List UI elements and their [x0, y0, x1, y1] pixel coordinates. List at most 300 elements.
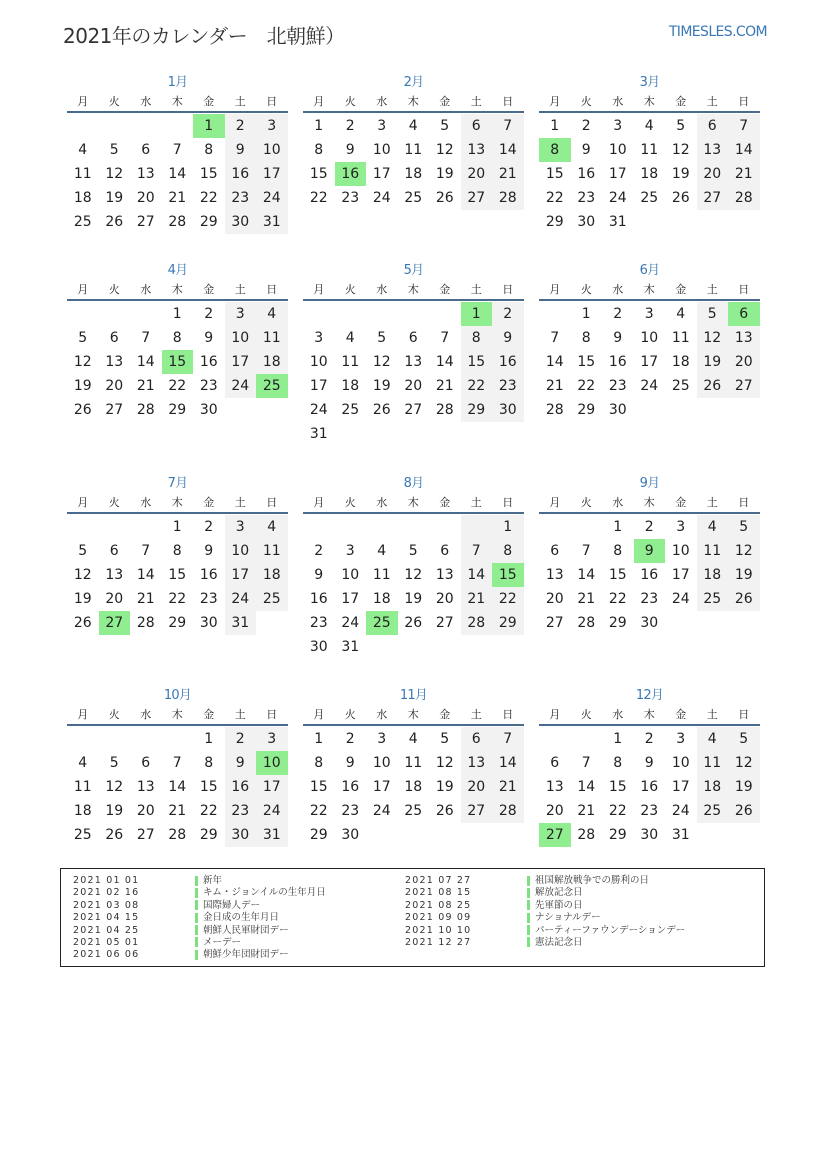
day-cell: 12 [73, 354, 92, 370]
holiday-entry [73, 949, 326, 961]
day-cell: 30 [341, 827, 360, 843]
day-cell: 9 [204, 330, 214, 346]
day-cell: 25 [697, 799, 729, 823]
day-cell: 19 [728, 775, 760, 799]
day-cell: 9 [613, 330, 623, 346]
day-cell: 11 [404, 142, 423, 158]
day-cell: 21 [577, 803, 596, 819]
day-cell: 26 [105, 214, 124, 230]
month-name: 4月 [167, 263, 188, 278]
day-cell: 17 [640, 354, 659, 370]
weekday-label: 水 [140, 708, 152, 721]
day-cell: 11 [256, 539, 288, 563]
day-cell: 21 [461, 587, 493, 611]
day-cell: 16 [608, 354, 627, 370]
month-block [539, 73, 760, 234]
day-grid [67, 301, 288, 422]
day-cell: 8 [314, 755, 324, 771]
day-cell: 21 [545, 378, 564, 394]
day-cell: 28 [168, 214, 187, 230]
day-grid [303, 301, 524, 446]
day-cell: 22 [608, 591, 627, 607]
holiday-date: 2021 07 27 [405, 875, 472, 886]
day-cell: 4 [676, 306, 686, 322]
day-cell: 1 [314, 731, 324, 747]
day-grid [539, 514, 760, 635]
weekday-label: 水 [376, 496, 388, 509]
day-cell: 4 [697, 515, 729, 539]
day-cell: 26 [105, 827, 124, 843]
day-cell: 4 [256, 302, 288, 326]
holiday-entry [405, 875, 685, 887]
day-cell: 7 [492, 114, 524, 138]
weekday-label: 木 [643, 95, 655, 108]
day-cell: 12 [728, 751, 760, 775]
day-cell: 5 [676, 118, 686, 134]
month-block [539, 261, 760, 422]
empty-day-cell [539, 515, 571, 539]
day-cell: 5 [440, 731, 450, 747]
day-cell: 14 [136, 354, 155, 370]
day-cell: 28 [577, 615, 596, 631]
month-name: 3月 [639, 75, 660, 90]
day-cell: 18 [640, 166, 659, 182]
weekday-header [539, 494, 760, 514]
holiday-day-cell: 27 [539, 823, 571, 847]
day-cell: 29 [461, 398, 493, 422]
holiday-entry [73, 937, 326, 949]
day-cell: 3 [613, 118, 623, 134]
day-cell: 28 [545, 402, 564, 418]
day-cell: 6 [550, 755, 560, 771]
day-grid [303, 726, 524, 847]
weekday-label: 木 [171, 283, 183, 296]
month-block [303, 474, 524, 659]
day-cell: 15 [545, 166, 564, 182]
weekday-header [67, 494, 288, 514]
holiday-name: ナショナルデー [535, 912, 601, 924]
empty-day-cell [99, 515, 131, 539]
day-cell: 5 [377, 330, 387, 346]
day-cell: 13 [435, 567, 454, 583]
holiday-marker-icon [527, 913, 530, 923]
day-cell: 1 [550, 118, 560, 134]
day-cell: 5 [697, 302, 729, 326]
day-cell: 27 [545, 615, 564, 631]
day-cell: 19 [671, 166, 690, 182]
holiday-list-right [405, 875, 685, 949]
day-cell: 26 [372, 402, 391, 418]
day-cell: 2 [225, 114, 257, 138]
day-cell: 25 [256, 587, 288, 611]
day-cell: 16 [199, 354, 218, 370]
day-cell: 13 [545, 779, 564, 795]
empty-day-cell [162, 114, 194, 138]
day-cell: 24 [309, 402, 328, 418]
day-cell: 9 [225, 138, 257, 162]
day-cell: 13 [105, 354, 124, 370]
holiday-marker-icon [195, 900, 198, 910]
day-cell: 22 [461, 374, 493, 398]
day-cell: 24 [256, 186, 288, 210]
holiday-marker-icon [527, 900, 530, 910]
weekday-label: 日 [738, 283, 750, 296]
day-cell: 22 [608, 803, 627, 819]
weekday-label: 日 [738, 496, 750, 509]
day-cell: 26 [435, 803, 454, 819]
holiday-day-cell: 27 [99, 611, 131, 635]
day-cell: 11 [341, 354, 360, 370]
day-cell: 31 [256, 823, 288, 847]
day-cell: 29 [492, 611, 524, 635]
weekday-label: 金 [203, 496, 215, 509]
holiday-date: 2021 01 01 [73, 875, 140, 886]
weekday-label: 月 [549, 95, 561, 108]
day-cell: 12 [728, 539, 760, 563]
day-cell: 26 [73, 402, 92, 418]
day-cell: 24 [608, 190, 627, 206]
day-cell: 15 [461, 350, 493, 374]
weekday-header [67, 706, 288, 726]
day-cell: 4 [78, 755, 88, 771]
weekday-label: 木 [171, 496, 183, 509]
day-cell: 12 [435, 142, 454, 158]
day-cell: 11 [73, 779, 92, 795]
month-name: 8月 [403, 476, 424, 491]
day-grid [539, 301, 760, 422]
day-cell: 2 [644, 519, 654, 535]
day-cell: 8 [492, 539, 524, 563]
weekday-label: 水 [140, 95, 152, 108]
holiday-day-cell: 15 [162, 350, 194, 374]
day-cell: 24 [372, 190, 391, 206]
empty-day-cell [67, 114, 99, 138]
weekday-header [539, 281, 760, 301]
holiday-date: 2021 08 25 [405, 899, 472, 911]
weekday-label: 土 [234, 708, 246, 721]
day-cell: 28 [435, 402, 454, 418]
empty-day-cell [99, 302, 131, 326]
day-cell: 12 [697, 326, 729, 350]
day-cell: 28 [136, 615, 155, 631]
day-cell: 19 [73, 378, 92, 394]
holiday-marker-icon [527, 925, 530, 935]
day-cell: 31 [341, 639, 360, 655]
day-cell: 20 [461, 775, 493, 799]
day-cell: 10 [608, 142, 627, 158]
month-name: 1月 [167, 75, 188, 90]
day-cell: 4 [78, 142, 88, 158]
day-cell: 3 [676, 731, 686, 747]
day-cell: 17 [671, 779, 690, 795]
day-cell: 30 [640, 827, 659, 843]
day-cell: 13 [105, 567, 124, 583]
day-cell: 19 [372, 378, 391, 394]
day-cell: 19 [697, 350, 729, 374]
weekday-label: 火 [344, 496, 356, 509]
day-cell: 25 [671, 378, 690, 394]
day-cell: 3 [345, 543, 355, 559]
day-cell: 9 [345, 142, 355, 158]
day-cell: 28 [136, 402, 155, 418]
weekday-label: 木 [407, 283, 419, 296]
day-cell: 29 [545, 214, 564, 230]
day-cell: 22 [199, 803, 218, 819]
holiday-name: 憲法記念日 [535, 936, 583, 948]
day-cell: 6 [461, 727, 493, 751]
holiday-marker-icon [195, 913, 198, 923]
day-cell: 9 [492, 326, 524, 350]
day-cell: 25 [404, 803, 423, 819]
day-cell: 31 [225, 611, 257, 635]
day-cell: 5 [408, 543, 418, 559]
day-cell: 19 [404, 591, 423, 607]
day-cell: 3 [676, 519, 686, 535]
weekday-label: 月 [77, 708, 89, 721]
day-cell: 21 [728, 162, 760, 186]
day-cell: 22 [168, 378, 187, 394]
day-cell: 2 [492, 302, 524, 326]
day-cell: 1 [613, 731, 623, 747]
empty-day-cell [130, 114, 162, 138]
day-cell: 12 [73, 567, 92, 583]
day-cell: 19 [435, 779, 454, 795]
day-cell: 20 [461, 162, 493, 186]
day-cell: 14 [168, 779, 187, 795]
day-cell: 15 [577, 354, 596, 370]
day-cell: 17 [671, 567, 690, 583]
day-cell: 21 [168, 190, 187, 206]
day-cell: 14 [545, 354, 564, 370]
month-name: 11月 [399, 688, 428, 703]
weekday-label: 火 [580, 496, 592, 509]
holiday-day-cell: 15 [492, 563, 524, 587]
day-cell: 1 [613, 519, 623, 535]
day-cell: 27 [105, 402, 124, 418]
day-cell: 8 [613, 543, 623, 559]
weekday-label: 金 [203, 95, 215, 108]
holiday-name: 先軍節の日 [535, 899, 583, 911]
day-cell: 10 [225, 539, 257, 563]
day-cell: 29 [608, 615, 627, 631]
weekday-label: 日 [738, 708, 750, 721]
month-block [67, 474, 288, 635]
day-cell: 3 [377, 118, 387, 134]
day-cell: 12 [105, 779, 124, 795]
day-grid [539, 726, 760, 847]
day-cell: 23 [341, 190, 360, 206]
day-cell: 22 [492, 587, 524, 611]
month-block [67, 686, 288, 847]
day-cell: 2 [644, 731, 654, 747]
day-cell: 5 [109, 755, 119, 771]
holiday-name: 解放記念日 [535, 887, 583, 899]
empty-day-cell [571, 727, 603, 751]
holiday-day-cell: 6 [728, 302, 760, 326]
weekday-label: 土 [470, 283, 482, 296]
day-cell: 4 [345, 330, 355, 346]
day-cell: 16 [577, 166, 596, 182]
day-cell: 4 [377, 543, 387, 559]
empty-day-cell [366, 515, 398, 539]
day-cell: 29 [309, 827, 328, 843]
day-cell: 24 [256, 799, 288, 823]
day-cell: 7 [581, 755, 591, 771]
weekday-label: 金 [675, 708, 687, 721]
weekday-label: 月 [77, 95, 89, 108]
weekday-label: 土 [706, 283, 718, 296]
day-cell: 19 [435, 166, 454, 182]
day-cell: 20 [136, 803, 155, 819]
day-cell: 13 [136, 166, 155, 182]
day-cell: 12 [435, 755, 454, 771]
day-cell: 18 [404, 166, 423, 182]
day-cell: 6 [697, 114, 729, 138]
day-cell: 15 [309, 166, 328, 182]
holiday-day-cell: 1 [193, 114, 225, 138]
day-cell: 18 [697, 775, 729, 799]
day-cell: 14 [435, 354, 454, 370]
day-cell: 27 [136, 827, 155, 843]
day-cell: 5 [728, 727, 760, 751]
day-cell: 30 [608, 402, 627, 418]
day-cell: 15 [199, 779, 218, 795]
day-cell: 6 [141, 755, 151, 771]
day-cell: 3 [225, 515, 257, 539]
day-cell: 17 [256, 775, 288, 799]
day-cell: 10 [341, 567, 360, 583]
weekday-header [67, 281, 288, 301]
weekday-label: 金 [439, 708, 451, 721]
day-cell: 13 [545, 567, 564, 583]
holiday-date: 2021 05 01 [73, 936, 140, 948]
day-cell: 11 [256, 326, 288, 350]
weekday-label: 木 [643, 708, 655, 721]
day-cell: 1 [492, 515, 524, 539]
day-cell: 6 [109, 330, 119, 346]
day-cell: 16 [640, 567, 659, 583]
holiday-date: 2021 02 16 [73, 887, 140, 899]
day-cell: 21 [168, 803, 187, 819]
holiday-name: パーティーファウンデーションデー [535, 924, 686, 936]
weekday-label: 水 [612, 95, 624, 108]
day-cell: 29 [168, 402, 187, 418]
day-cell: 2 [613, 306, 623, 322]
brand-logo-text[interactable]: TIMESLES.COM [668, 24, 767, 40]
day-cell: 18 [404, 779, 423, 795]
day-cell: 14 [492, 138, 524, 162]
empty-day-cell [303, 515, 335, 539]
day-cell: 18 [73, 803, 92, 819]
day-cell: 15 [608, 567, 627, 583]
day-cell: 10 [256, 138, 288, 162]
holiday-entry [73, 887, 326, 899]
day-grid [67, 514, 288, 635]
day-cell: 24 [640, 378, 659, 394]
empty-day-cell [539, 302, 571, 326]
day-cell: 5 [109, 142, 119, 158]
day-cell: 6 [461, 114, 493, 138]
weekday-label: 土 [234, 496, 246, 509]
weekday-label: 金 [439, 95, 451, 108]
month-block [303, 73, 524, 210]
day-cell: 8 [204, 142, 214, 158]
holiday-marker-icon [195, 950, 198, 960]
day-cell: 3 [314, 330, 324, 346]
day-cell: 23 [492, 374, 524, 398]
day-cell: 18 [73, 190, 92, 206]
empty-day-cell [130, 727, 162, 751]
weekday-label: 金 [675, 95, 687, 108]
day-cell: 7 [550, 330, 560, 346]
day-cell: 25 [341, 402, 360, 418]
day-cell: 2 [204, 306, 214, 322]
holiday-date: 2021 03 08 [73, 899, 140, 911]
day-cell: 20 [136, 190, 155, 206]
empty-day-cell [335, 515, 367, 539]
day-cell: 5 [78, 330, 88, 346]
day-cell: 3 [225, 302, 257, 326]
weekday-label: 火 [580, 283, 592, 296]
day-cell: 26 [697, 374, 729, 398]
weekday-label: 日 [266, 283, 278, 296]
weekday-label: 木 [407, 496, 419, 509]
empty-day-cell [461, 515, 493, 539]
weekday-label: 木 [643, 496, 655, 509]
day-cell: 16 [492, 350, 524, 374]
empty-day-cell [398, 302, 430, 326]
weekday-label: 木 [407, 95, 419, 108]
holiday-day-cell: 16 [335, 162, 367, 186]
holiday-marker-icon [195, 876, 198, 886]
day-cell: 6 [109, 543, 119, 559]
day-cell: 9 [345, 755, 355, 771]
empty-day-cell [67, 515, 99, 539]
day-cell: 4 [644, 118, 654, 134]
month-name: 7月 [167, 476, 188, 491]
day-cell: 9 [581, 142, 591, 158]
day-cell: 30 [225, 823, 257, 847]
empty-day-cell [539, 727, 571, 751]
weekday-label: 月 [313, 496, 325, 509]
day-cell: 16 [640, 779, 659, 795]
day-cell: 21 [136, 378, 155, 394]
holiday-marker-icon [527, 937, 530, 947]
holiday-date: 2021 09 09 [405, 912, 472, 924]
empty-day-cell [67, 727, 99, 751]
holiday-day-cell: 25 [366, 611, 398, 635]
day-cell: 3 [644, 306, 654, 322]
day-cell: 17 [309, 378, 328, 394]
day-cell: 28 [461, 611, 493, 635]
day-cell: 9 [204, 543, 214, 559]
day-cell: 28 [492, 799, 524, 823]
empty-day-cell [130, 515, 162, 539]
weekday-label: 木 [171, 708, 183, 721]
day-cell: 29 [577, 402, 596, 418]
day-cell: 13 [728, 326, 760, 350]
day-cell: 8 [204, 755, 214, 771]
day-cell: 25 [697, 587, 729, 611]
weekday-label: 水 [612, 283, 624, 296]
weekday-label: 火 [108, 496, 120, 509]
day-cell: 11 [697, 539, 729, 563]
holiday-day-cell: 10 [256, 751, 288, 775]
empty-day-cell [571, 515, 603, 539]
empty-day-cell [130, 302, 162, 326]
page-title: 2021年のカレンダー 北朝鮮） [63, 24, 345, 48]
weekday-label: 日 [502, 708, 514, 721]
